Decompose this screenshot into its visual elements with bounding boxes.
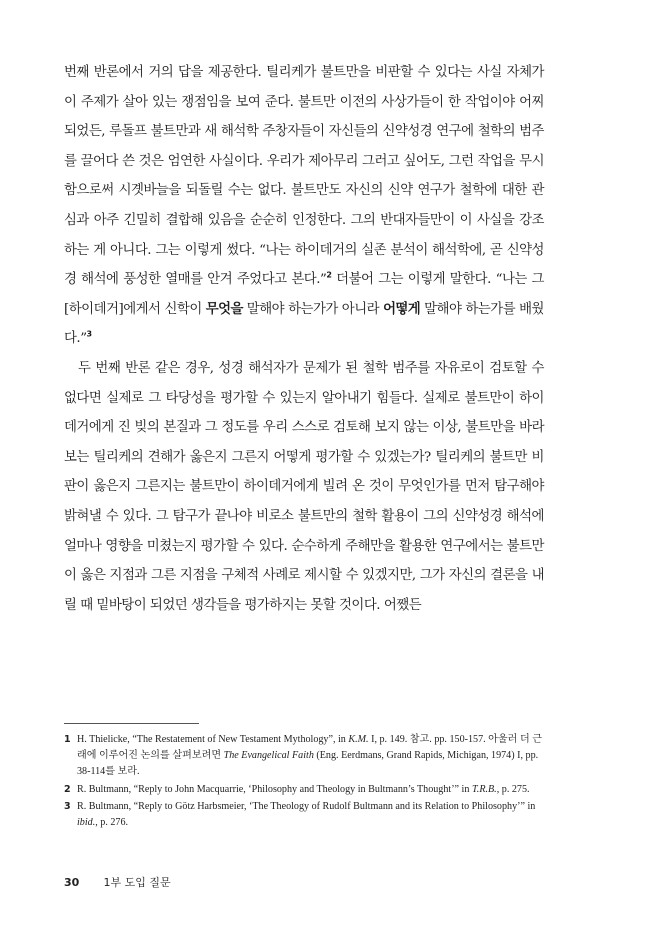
footnote-1 bbox=[64, 732, 544, 781]
footnote-text bbox=[77, 799, 544, 831]
paragraph-1 bbox=[64, 58, 544, 354]
running-head: 1부 도입 질문 bbox=[103, 876, 171, 889]
footnote-text bbox=[77, 782, 544, 798]
footnote-ref-2[interactable]: 2 bbox=[326, 270, 332, 280]
footnote-number: 3 bbox=[64, 800, 71, 812]
footnote-segment: , p. 276. bbox=[95, 817, 129, 829]
page-footer bbox=[64, 874, 171, 892]
footnote-segment: , p. 275. bbox=[496, 783, 530, 795]
paragraph-1-text-d: 말해야 하는가를 배웠다.” bbox=[64, 301, 544, 347]
footnote-segment: I, p. 149. 참고. pp. 150-157. 아울러 더 근래에 이루어진 논의를 살펴보려면 bbox=[77, 734, 542, 762]
paragraph-1-text-b: 더불어 그는 이렇게 말한다. “나는 그 [하이데거]에게서 신학이 bbox=[64, 272, 544, 317]
footnote-segment: H. Thielicke, “The Restatement of New Testament Mythology”, in bbox=[77, 734, 349, 745]
footnote-text bbox=[77, 732, 544, 781]
paragraph-1-text-c: 말해야 하는가가 아니라 bbox=[242, 301, 384, 317]
footnote-italic: ibid. bbox=[77, 817, 96, 829]
emphasis-how: 어떻게 bbox=[383, 301, 421, 317]
footnote-segment: (Eng. Eerdmans, Grand Rapids, Michigan, 1974) I, pp. 38-114를 보라. bbox=[77, 750, 539, 778]
emphasis-what: 무엇을 bbox=[205, 301, 243, 317]
footnote-italic: The Evangelical Faith bbox=[223, 750, 314, 762]
footnote-2 bbox=[64, 782, 544, 798]
paragraph-1-text-a: 번째 반론에서 거의 답을 제공한다. 틸리케가 불트만을 비판할 수 있다는 사실 자체가 이 주제가 살아 있는 쟁점임을 보여 준다. 불트만 이전의 사상가들이 한 작업이야 어찌되었든, 루돌프 불트만과 새 해석학 주창자들이 자신들의 신약성경 연구에 철학의 범주를 끌어다 쓴 것은 엄연한 사실이다. 우리가 제아무리 그러고 싶어도, 그런 작업을 무시함으로써 시곗바늘을 되돌릴 수는 없다. 불트만도 자신의 신약 연구가 철학에 대한 관심과 아주 긴밀히 결합해 있음을 순순히 인정한다. 그의 반대자들만이 이 사실을 강조하는 게 아니다. 그는 이렇게 썼다. “나는 하이데거의 실존 분석이 해석학에, 곧 신약성경 해석에 풍성한 열매를 안겨 주었다고 본다.” bbox=[64, 65, 544, 288]
page-number: 30 bbox=[64, 876, 80, 889]
footnote-segment: R. Bultmann, “Reply to John Macquarrie, ‘Philosophy and Theology in Bultmann’s Thought’” in bbox=[77, 783, 472, 795]
footnote-divider bbox=[64, 723, 199, 724]
footnote-3 bbox=[64, 799, 544, 831]
footnote-segment: R. Bultmann, “Reply to Götz Harbsmeier, ‘The Theology of Rudolf Bultmann and its Relation to Philosophy’” in bbox=[77, 800, 536, 812]
footnotes bbox=[64, 732, 544, 832]
footnote-italic: K.M. bbox=[348, 734, 369, 745]
main-text bbox=[64, 58, 544, 620]
paragraph-2: 두 번째 반론 같은 경우, 성경 해석자가 문제가 된 철학 범주를 자유로이 검토할 수 없다면 실제로 그 타당성을 평가할 수 있는지 알아내기 힘들다. 실제로 불트만이 하이데거에게 진 빚의 본질과 그 정도를 우리 스스로 검토해 보지 않는 이상, 불트만을 바라보는 틸리케의 견해가 옳은지 그른지 어떻게 평가할 수 있겠는가? 틸리케의 불트만 비판이 옳은지 그른지는 불트만이 하이데거에게 빌려 온 것이 무엇인가를 먼저 탐구해야 밝혀낼 수 있다. 그 탐구가 끝나야 비로소 불트만의 철학 활용이 그의 신약성경 해석에 얼마나 영향을 미쳤는지 평가할 수 있다. 순수하게 주해만을 활용한 연구에서는 불트만이 옳은 지점과 그른 지점을 구체적 사례로 제시할 수 있겠지만, 그가 자신의 결론을 내릴 때 밑바탕이 되었던 생각들을 평가하지는 못할 것이다. 어쨌든 bbox=[64, 360, 544, 613]
footnote-number: 2 bbox=[64, 783, 71, 795]
footnote-italic: T.R.B. bbox=[471, 783, 497, 795]
footnote-ref-3[interactable]: 3 bbox=[86, 329, 92, 339]
footnote-number: 1 bbox=[64, 734, 71, 745]
